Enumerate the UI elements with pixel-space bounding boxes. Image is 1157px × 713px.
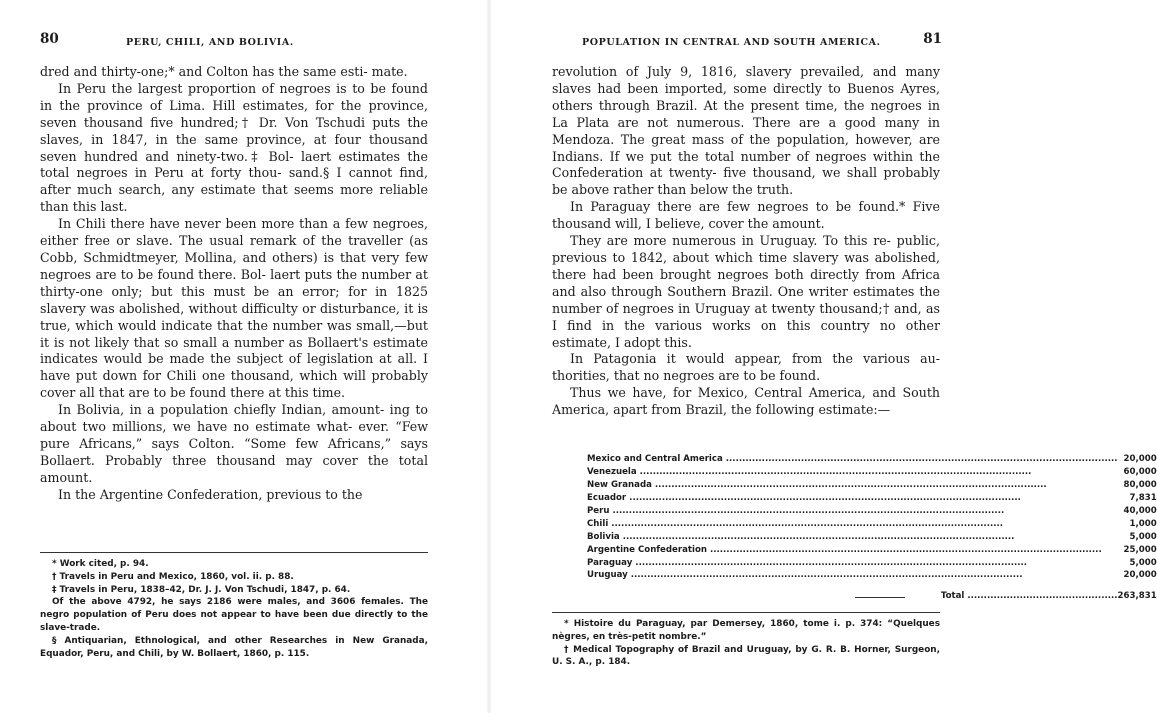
total-value: 263,831 [1117,591,1157,602]
table-row [587,466,1157,479]
total-leader-dots: .............................................. [964,591,1118,602]
table-row [587,530,1157,543]
total-sum-line [855,597,905,598]
footnote: † Travels in Peru and Mexico, 1860, vol. ii. p. 88. [52,571,294,582]
country-name: Argentine Confederation ..... [587,543,1118,556]
estimate-value: 5,000 [1129,557,1157,568]
paragraph: dred and thirty-one;* and Colton has the same esti- mate. [40,64,408,79]
running-head: PERU, CHILI, AND BOLIVIA. [126,37,294,48]
paragraph: In Chili there have never been more than a few negroes, either free or slave. The usual remark of the traveller (as Cobb, Schmidtmeyer, Mollina, and others) is that very few negroes are to be found there. Bol- laert puts the number at thirty-one only; but this must be an error; for in 1825 slavery was abolished, without difficulty or disturbance, it is true, which would indicate that the number was small,—but it is not likely that so small a number as Bollaert's estimate indicates would be made the subject of legislation at all. I have put down for Chili one thousand, which will probably cover all that are to be found there at this time. [40,216,428,401]
footnote-divider [40,552,428,553]
paragraph: Thus we have, for Mexico, Central America, and South America, apart from Brazil, the following estimate:— [552,385,940,418]
paragraph: They are more numerous in Uruguay. To this re- public, previous to 1842, about which time slavery was abolished, there had been brought negroes both directly from Africa and also through Southern Brazil. One writer estimates the number of negroes in Uruguay at twenty thousand;† and, as I find in the various works on this country no other estimate, I adopt this. [552,233,940,350]
paragraph: In the Argentine Confederation, previous to the [58,486,363,502]
right-page-header [552,33,942,53]
country-name: Ecuador ..... [587,492,1118,505]
estimate-value: 5,000 [1129,531,1157,542]
page-number: 81 [923,31,942,47]
footnote-divider [552,612,940,613]
paragraph: revolution of July 9, 1816, slavery prevailed, and many slaves had been imported, some directly to Buenos Ayres, others through Brazil. At the present time, the negroes in La Plata are not numerous. There are a good many in Mendoza. The great mass of the population, however, are Indians. If we put the total number of negroes within the Confederation at twenty- five thousand, we shall probably be above rather than below the truth. [552,64,940,198]
country-name: Bolivia ..... [587,530,1118,543]
table-row [587,517,1157,530]
paragraph: In Paraguay there are few negroes to be found.* Five thousand will, I believe, cover the amount. [552,199,940,232]
table-row [587,556,1157,569]
paragraph: In Peru the largest proportion of negroes is to be found in the province of Lima. Hill estimates, for the province, seven thousand five hundred;† Dr. Von Tschudi puts the slaves, in 1847, in the same province, at four thousand seven hundred and ninety-two.‡ Bol- laert estimates the total negroes in Peru at forty thou- sand.§ I cannot find, after much search, any estimate that seems more reliable than this last. [40,80,428,215]
estimate-value: 20,000 [1123,570,1157,581]
table-row [587,505,1157,518]
left-footnotes [40,558,428,660]
total-label: Total [940,591,965,602]
estimate-value: 25,000 [1123,544,1157,555]
table-row [587,543,1157,556]
footnote: * Work cited, p. 94. [52,559,149,569]
running-head: POPULATION IN CENTRAL AND SOUTH AMERICA. [582,37,881,48]
estimate-value: 80,000 [1123,480,1157,491]
paragraph: In Bolivia, in a population chiefly Indian, amount- ing to about two millions, we have no estimate what- ever. “Few pure Africans,” says Colton. “Some few Africans,” says Bollaert. Probably three thousand may cover the total amount. [40,402,428,485]
country-name: Paraguay ..... [587,556,1118,569]
estimate-value: 40,000 [1123,506,1157,516]
footnote: ‡ Travels in Peru, 1838–42, Dr. J. J. Von Tschudi, 1847, p. 64. [52,584,351,595]
right-page-body [552,64,940,419]
estimate-value: 60,000 [1123,467,1157,478]
footnote: § Antiquarian, Ethnological, and other Researches in New Granada, Equador, Peru, and Chili, by W. Bollaert, 1860, p. 115. [40,635,428,659]
table-row [587,479,1157,492]
footnote: Of the above 4792, he says 2186 were males, and 3606 females. The negro population of Peru does not appear to have been due directly to the slave-trade. [40,597,428,633]
footnote: * Histoire du Paraguay, par Demersey, 1860, tome i. p. 374: “Quelques nègres, en très-petit nombre.” [552,619,940,642]
country-name: Uruguay ..... [587,569,1118,582]
right-footnotes [552,618,940,669]
table-row [587,492,1157,505]
paragraph: In Patagonia it would appear, from the various au- thorities, that no negroes are to be found. [552,351,940,384]
left-page [0,0,490,713]
country-name: Venezuela ..... [587,466,1118,479]
table-row [587,453,1157,466]
estimate-value: 1,000 [1129,518,1157,529]
page-number: 80 [40,31,59,47]
country-name: Mexico and Central America ..... [587,453,1118,466]
left-page-header [40,33,428,53]
footnote: † Medical Topography of Brazil and Uruguay, by G. R. B. Horner, Surgeon, U. S. A., p. 184. [552,644,940,668]
left-page-body [40,64,428,504]
population-estimate-table [587,453,1157,603]
estimate-value: 20,000 [1123,454,1157,465]
right-page [490,0,1157,713]
country-name: New Granada ..... [587,479,1118,492]
estimate-value: 7,831 [1129,493,1157,504]
table-row [587,569,1157,582]
country-name: Chili ..... [587,517,1118,530]
country-name: Peru ..... [587,505,1118,518]
total-row [587,582,1157,603]
